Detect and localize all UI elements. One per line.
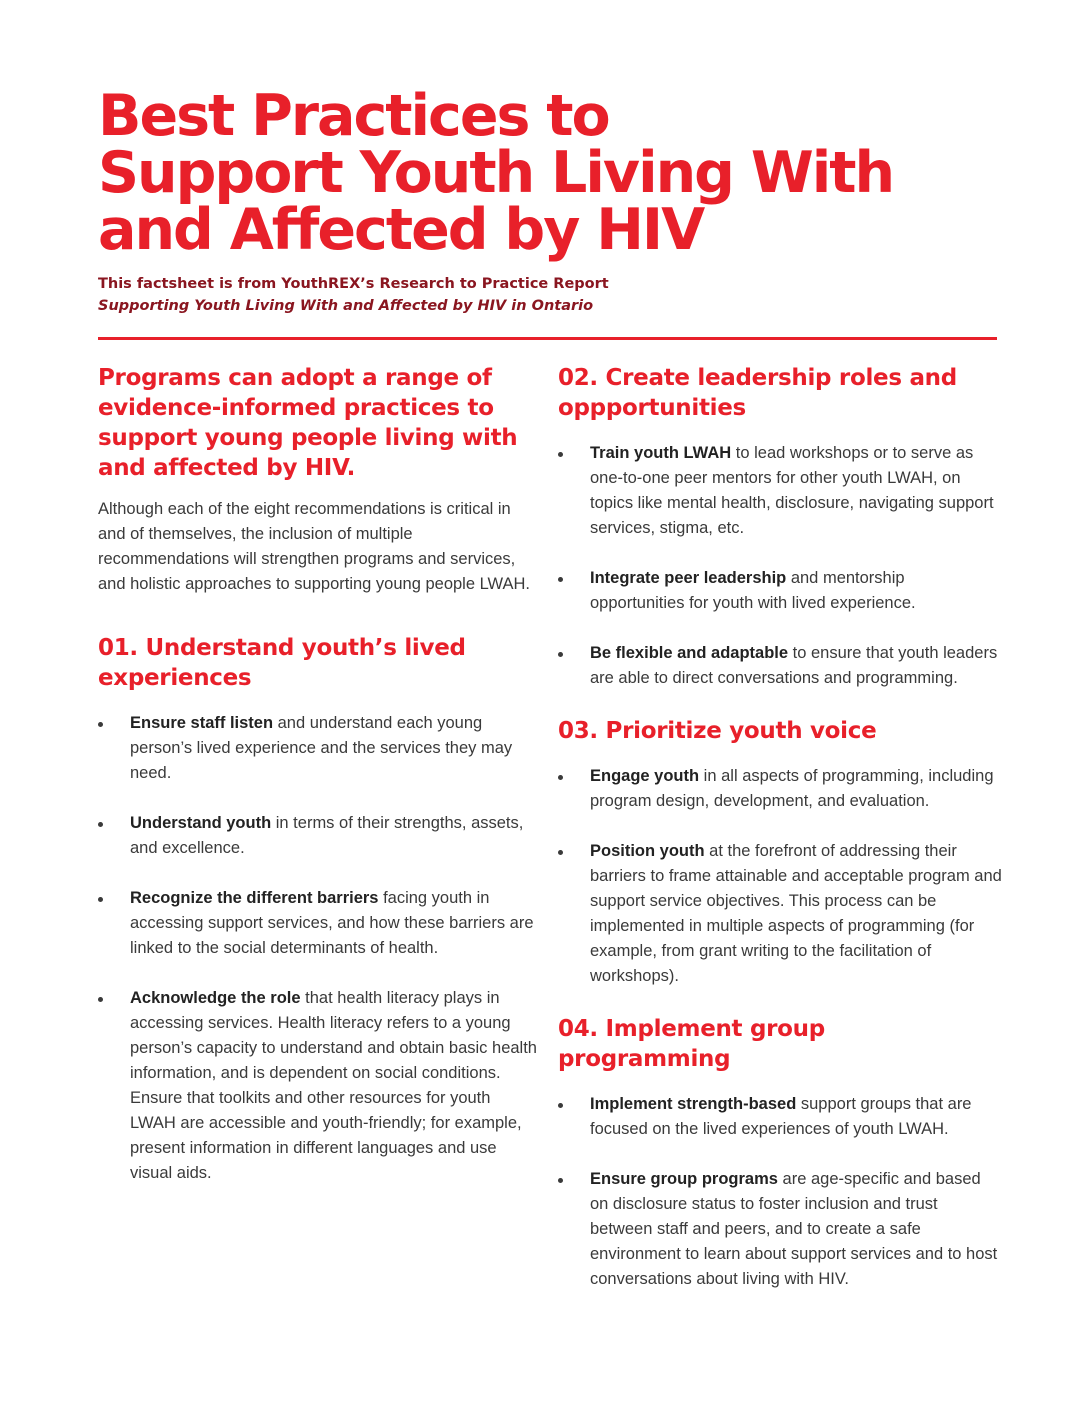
- header-divider: [98, 337, 997, 340]
- bullet-icon: [98, 897, 103, 902]
- left-column: [98, 363, 538, 1211]
- section-heading: 04. Implement group programming: [558, 1016, 825, 1072]
- list-item: [98, 886, 538, 961]
- item-bold: Ensure staff listen: [130, 714, 274, 732]
- bullet-icon: [558, 850, 563, 855]
- list-item: [98, 811, 538, 861]
- bullet-list: [558, 764, 1003, 989]
- bullet-icon: [558, 775, 563, 780]
- bullet-icon: [558, 577, 563, 582]
- item-text: at the forefront of addressing their barriers to frame attainable and acceptable program and support service objectives. This process can be implemented in multiple aspects of programming (for example, from grant writing to the facilitation of workshops).: [590, 842, 1002, 985]
- list-item: [558, 839, 1003, 989]
- intro-paragraph: Although each of the eight recommendations is critical in and of themselves, the inclusion of multiple recommendations will strengthen programs and services, and holistic approaches to supporting young people LWAH.: [98, 500, 531, 593]
- section-04: [558, 1014, 1003, 1292]
- section-01: [98, 633, 538, 1186]
- list-item: [98, 711, 538, 786]
- right-column: [558, 363, 1003, 1317]
- page-title: [98, 83, 998, 263]
- section-heading: 03. Prioritize youth voice: [558, 718, 877, 744]
- item-text: to lead workshops or to serve as one-to-one peer mentors for other youth LWAH, on topics like mental health, disclosure, navigating support services, stigma, etc.: [590, 444, 994, 537]
- item-bold: Acknowledge the role: [130, 989, 301, 1007]
- bullet-icon: [558, 1178, 563, 1183]
- item-bold: Position youth: [590, 842, 705, 860]
- section-03: [558, 716, 1003, 989]
- list-item: [558, 566, 1003, 616]
- list-item: [558, 1167, 1003, 1292]
- title-line: Best Practices to: [98, 83, 609, 149]
- bullet-list: [558, 1092, 1003, 1292]
- list-item: [558, 764, 1003, 814]
- list-item: [558, 1092, 1003, 1142]
- item-text: that health literacy plays in accessing services. Health literacy refers to a young person’s capacity to understand and obtain basic health information, and is dependent on social conditions. Ensure that toolkits and other resources for youth LWAH are accessible and youth-friendly; for example, present information in different languages and use visual aids.: [130, 989, 537, 1182]
- item-bold: Understand youth: [130, 814, 272, 832]
- intro-heading: Programs can adopt a range of evidence-informed practices to support young people living with and affected by HIV.: [98, 365, 518, 481]
- bullet-list: [558, 441, 1003, 691]
- item-bold: Implement strength-based: [590, 1095, 797, 1113]
- source-line: This factsheet is from YouthREX’s Research to Practice Report: [98, 276, 609, 292]
- item-bold: Recognize the different barriers: [130, 889, 379, 907]
- title-line: and Affected by HIV: [98, 197, 704, 263]
- title-line: Support Youth Living With: [98, 140, 894, 206]
- section-heading: 02. Create leadership roles and oppportunities: [558, 365, 957, 421]
- source-note: [98, 273, 998, 317]
- bullet-icon: [558, 1103, 563, 1108]
- item-text: facing youth in accessing support services, and how these barriers are linked to the social determinants of health.: [130, 889, 534, 957]
- item-text: and understand each young person’s lived experience and the services they may need.: [130, 714, 513, 782]
- item-text: in terms of their strengths, assets, and excellence.: [130, 814, 524, 857]
- item-bold: Engage youth: [590, 767, 700, 785]
- item-text: are age-specific and based on disclosure status to foster inclusion and trust between staff and peers, and to create a safe environment to learn about support services and to host conversations about living with HIV.: [590, 1170, 998, 1288]
- item-bold: Ensure group programs: [590, 1170, 778, 1188]
- bullet-icon: [98, 822, 103, 827]
- list-item: [558, 641, 1003, 691]
- bullet-icon: [558, 652, 563, 657]
- item-bold: Integrate peer leadership: [590, 569, 787, 587]
- list-item: [98, 986, 538, 1186]
- list-item: [558, 441, 1003, 541]
- bullet-icon: [558, 452, 563, 457]
- section-heading: 01. Understand youth’s lived experiences: [98, 635, 466, 691]
- item-bold: Be flexible and adaptable: [590, 644, 789, 662]
- item-bold: Train youth LWAH: [590, 444, 732, 462]
- item-text: and mentorship opportunities for youth with lived experience.: [590, 569, 916, 612]
- item-text: to ensure that youth leaders are able to direct conversations and programming.: [590, 644, 998, 687]
- bullet-list: [98, 711, 538, 1186]
- item-text: support groups that are focused on the lived experiences of youth LWAH.: [590, 1095, 972, 1138]
- bullet-icon: [98, 722, 103, 727]
- item-text: in all aspects of programming, including program design, development, and evaluation.: [590, 767, 994, 810]
- section-02: [558, 363, 1003, 691]
- bullet-icon: [98, 997, 103, 1002]
- report-title: Supporting Youth Living With and Affected by HIV in Ontario: [98, 298, 594, 314]
